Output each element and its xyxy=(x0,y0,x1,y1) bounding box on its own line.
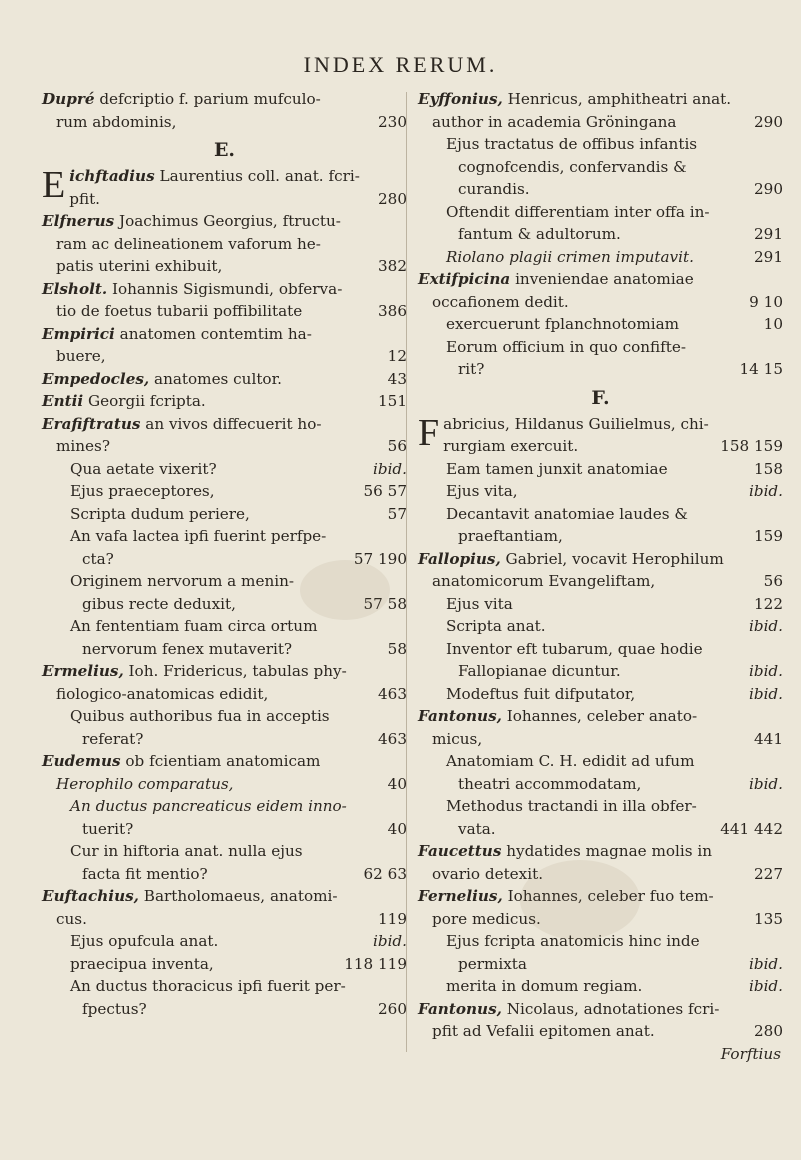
entry-text: Nicolaus, adnotationes fcri- xyxy=(501,999,720,1018)
entry-text: defcriptio f. parium mufculo- xyxy=(94,90,321,108)
entry-text: anatomen contemtim ha- xyxy=(114,324,312,343)
page-ref: 158 159 xyxy=(720,437,783,455)
entry-text: exercuerunt fplanchnotomiam xyxy=(446,315,680,333)
entry-text: An ductus thoracicus ipfi fuerit per- xyxy=(70,977,346,995)
page-ref: 40 xyxy=(387,774,407,793)
entry-text: Decantavit anatomiae laudes & xyxy=(446,504,688,523)
index-entry xyxy=(418,975,783,998)
entry-text: occafionem dedit. xyxy=(432,292,569,311)
entry-text: rit? xyxy=(458,360,485,378)
entry-text: patis uterini exhibuit, xyxy=(56,257,223,275)
index-entry xyxy=(42,930,407,953)
entry-text: author in academia Gröningana xyxy=(432,112,677,131)
index-entry xyxy=(42,908,407,931)
entry-text: abricius, Hildanus Guilielmus, chi- xyxy=(443,414,709,433)
index-entry xyxy=(42,750,407,773)
index-entry xyxy=(418,291,783,314)
index-entry xyxy=(418,480,783,503)
headword: Empirici xyxy=(42,324,115,343)
index-entry xyxy=(42,773,407,796)
index-entry xyxy=(418,683,783,706)
entry-text: rum abdominis, xyxy=(56,112,177,131)
index-entry xyxy=(418,638,783,661)
entry-text: Fallopianae dicuntur. xyxy=(458,662,621,680)
index-entry xyxy=(418,998,783,1021)
index-entry xyxy=(42,525,407,548)
index-entry xyxy=(42,233,407,256)
page-ref: 58 xyxy=(387,639,407,658)
index-entry xyxy=(418,458,783,481)
index-entry xyxy=(42,188,407,211)
page-ref: 227 xyxy=(754,864,783,883)
entry-text: cognofcendis, confervandis & xyxy=(458,157,687,176)
entry-text: rurgiam exercuit. xyxy=(443,437,579,455)
entry-text: Joachimus Georgius, ftructu- xyxy=(114,212,341,230)
index-entry xyxy=(42,863,407,886)
headword: Dupré xyxy=(42,90,95,108)
entry-text: Bartholomaeus, anatomi- xyxy=(138,887,338,905)
index-entry xyxy=(42,683,407,706)
entry-text: fpectus? xyxy=(82,999,147,1018)
entry-text: ram ac delineationem vaforum he- xyxy=(56,234,321,253)
page-ref: 12 xyxy=(387,347,407,365)
entry-text: Iohannes, celeber anato- xyxy=(501,707,698,725)
index-entry xyxy=(418,1020,783,1043)
page-ref: 9 10 xyxy=(749,292,783,311)
index-entry xyxy=(42,88,407,111)
index-entry xyxy=(42,998,407,1021)
index-entry xyxy=(418,750,783,773)
entry-text: Eam tamen junxit anatomiae xyxy=(446,459,668,478)
headword: Elfnerus xyxy=(42,212,115,230)
entry-text: Riolano plagii crimen imputavit. xyxy=(446,247,694,266)
page-ref: 57 58 xyxy=(363,594,407,613)
page-ref: 158 xyxy=(754,459,783,478)
entry-text: ovario detexit. xyxy=(432,864,544,883)
drop-cap: E xyxy=(42,164,66,206)
index-entry xyxy=(418,525,783,548)
entry-text: merita in domum regiam. xyxy=(446,977,643,995)
entry-text: praecipua inventa, xyxy=(70,954,214,973)
entry-text: Ejus fcripta anatomicis hinc inde xyxy=(446,932,700,950)
entry-text: Ejus vita, xyxy=(446,482,518,500)
index-entry xyxy=(42,705,407,728)
index-entry xyxy=(42,480,407,503)
index-entry xyxy=(418,840,783,863)
entry-text: theatri accommodatam, xyxy=(458,774,642,793)
entry-text: fiologico-anatomicas edidit, xyxy=(56,684,269,703)
entry-text: Methodus tractandi in illa obfer- xyxy=(446,797,697,815)
section-letter: E. xyxy=(213,139,236,161)
drop-cap: F xyxy=(418,411,440,454)
page-ref: 56 xyxy=(387,437,407,455)
index-entry xyxy=(42,975,407,998)
index-entry xyxy=(418,246,783,269)
page-ref: 56 57 xyxy=(363,482,407,500)
entry-text: inveniendae anatomiae xyxy=(510,270,694,288)
index-entry xyxy=(42,323,407,346)
index-entry xyxy=(418,201,783,224)
entry-text: fantum & adultorum. xyxy=(458,225,621,243)
headword: Extifpicina xyxy=(418,270,511,288)
entry-text: An fententiam fuam circa ortum xyxy=(70,617,318,635)
page-ref: 151 xyxy=(378,392,407,410)
index-entry xyxy=(418,503,783,526)
headword: Erafiftratus xyxy=(42,414,141,433)
entry-text: Gabriel, vocavit Herophilum xyxy=(500,549,724,568)
page-ref: 56 xyxy=(763,572,783,590)
index-entry xyxy=(42,413,407,436)
entry-text: vata. xyxy=(458,819,496,838)
page-ref: 291 xyxy=(754,247,783,266)
page-ref: 10 xyxy=(763,315,783,333)
page-ref: 290 xyxy=(754,180,783,198)
index-entry xyxy=(42,255,407,278)
headword: Faucettus xyxy=(418,842,502,860)
headword: Elsholt. xyxy=(42,279,108,298)
index-entry xyxy=(418,570,783,593)
entry-text: Ejus opufcula anat. xyxy=(70,932,219,950)
index-entry xyxy=(418,953,783,976)
index-entry xyxy=(418,615,783,638)
entry-text: Ejus tractatus de offibus infantis xyxy=(446,135,698,153)
headword: Euftachius, xyxy=(42,887,139,905)
entry-text: pfit ad Vefalii epitomen anat. xyxy=(432,1022,655,1040)
entry-text: mines? xyxy=(56,437,110,455)
entry-text: Henricus, amphitheatri anat. xyxy=(502,90,732,108)
entry-text: Herophilo comparatus, xyxy=(56,774,234,793)
page-header: INDEX RERUM. xyxy=(303,52,498,77)
entry-text: An vafa lactea ipfi fuerint perfpe- xyxy=(70,527,327,545)
page-ref: 386 xyxy=(378,302,407,320)
entry-text: tuerit? xyxy=(82,819,134,838)
entry-text: pore medicus. xyxy=(432,909,541,928)
entry-text: anatomes cultor. xyxy=(149,369,282,388)
entry-text: ob fcientiam anatomicam xyxy=(120,752,321,770)
page-ref: 62 63 xyxy=(363,864,407,883)
index-entry xyxy=(418,548,783,571)
index-entry xyxy=(418,795,783,818)
entry-text: praeftantiam, xyxy=(458,527,563,545)
entry-text: Laurentius coll. anat. fcri- xyxy=(154,167,360,185)
headword: Eudemus xyxy=(42,752,121,770)
entry-text: buere, xyxy=(56,347,106,365)
index-entry xyxy=(418,593,783,616)
index-entry xyxy=(42,278,407,301)
page-ref: 40 xyxy=(387,819,407,838)
page-ref: 119 xyxy=(378,909,407,928)
page-ref: 57 xyxy=(387,504,407,523)
index-entry xyxy=(418,178,783,201)
entry-text: Originem nervorum a menin- xyxy=(70,572,294,590)
entry-text: gibus recte deduxit, xyxy=(82,594,236,613)
entry-text: facta fit mentio? xyxy=(82,864,208,883)
page-ref: 57 190 xyxy=(353,549,407,568)
entry-text: An ductus pancreaticus eidem inno- xyxy=(70,797,347,815)
page-ref: 280 xyxy=(754,1022,783,1040)
entry-text: permixta xyxy=(458,954,527,973)
page-ref: 159 xyxy=(754,527,783,545)
page-ref: 441 xyxy=(754,729,783,748)
index-entry xyxy=(418,660,783,683)
page-ref: ibid. xyxy=(749,684,783,703)
index-entry xyxy=(42,345,407,368)
entry-text: tio de foetus tubarii poffibilitate xyxy=(56,302,303,320)
headword: Fernelius, xyxy=(418,887,503,905)
page-ref: 135 xyxy=(754,909,783,928)
page-ref: 280 xyxy=(378,189,407,208)
entry-text: Ioh. Fridericus, tabulas phy- xyxy=(123,662,347,680)
entry-text: Oftendit differentiam inter offa in- xyxy=(446,202,710,221)
page-ref: 43 xyxy=(387,369,407,388)
entry-text: Cur in hiftoria anat. nulla ejus xyxy=(70,842,303,860)
index-entry xyxy=(42,728,407,751)
index-entry xyxy=(42,210,407,233)
entry-text: pfit. xyxy=(69,189,101,208)
catchword: Forftius xyxy=(720,1044,781,1063)
page-ref: ibid. xyxy=(749,482,783,500)
entry-text: anatomicorum Evangeliftam, xyxy=(432,572,656,590)
entry-text: Modeftus fuit difputator, xyxy=(446,684,636,703)
index-entry xyxy=(42,368,407,391)
page-ref: 441 442 xyxy=(720,819,783,838)
headword: ichftadius xyxy=(69,167,155,185)
page-ref: 260 xyxy=(378,999,407,1018)
page-ref: 290 xyxy=(754,112,783,131)
entry-text: micus, xyxy=(432,729,483,748)
page-ref: ibid. xyxy=(373,459,407,478)
page-ref: ibid. xyxy=(749,774,783,793)
page-ref: 230 xyxy=(378,112,407,131)
section-letter: F. xyxy=(591,386,610,409)
index-entry xyxy=(418,705,783,728)
entry-text: Ejus praeceptores, xyxy=(70,482,215,500)
index-entry xyxy=(42,111,407,134)
page-ref: 118 119 xyxy=(344,954,407,973)
page-ref: 382 xyxy=(378,257,407,275)
index-entry xyxy=(418,728,783,751)
entry-text: Iohannis Sigismundi, obferva- xyxy=(107,279,343,298)
entry-text: referat? xyxy=(82,729,144,748)
page-ref: 291 xyxy=(754,225,783,243)
headword: Entii xyxy=(42,392,84,410)
entry-text: Anatomiam C. H. edidit ad ufum xyxy=(446,752,695,770)
headword: Fallopius, xyxy=(418,549,501,568)
entry-text: cus. xyxy=(56,909,87,928)
entry-text: Scripta anat. xyxy=(446,617,546,635)
entry-text: an vivos diffecuerit ho- xyxy=(140,414,322,433)
page-ref: ibid. xyxy=(749,662,783,680)
index-entry xyxy=(418,156,783,179)
index-entry xyxy=(418,358,783,381)
headword: Empedocles, xyxy=(42,369,150,388)
index-entry xyxy=(42,840,407,863)
index-entry xyxy=(42,953,407,976)
entry-text: nervorum fenex mutaverit? xyxy=(82,639,293,658)
entry-text: Georgii fcripta. xyxy=(83,392,206,410)
index-entry xyxy=(418,313,783,336)
index-entry xyxy=(418,88,783,111)
index-entry xyxy=(418,435,783,458)
page-ref: 463 xyxy=(378,684,407,703)
index-entry xyxy=(42,795,407,818)
index-entry xyxy=(42,818,407,841)
entry-text: Ejus vita xyxy=(446,594,513,613)
index-entry xyxy=(418,133,783,156)
index-entry xyxy=(418,111,783,134)
entry-text: hydatides magnae molis in xyxy=(501,842,712,860)
headword: Fantonus, xyxy=(418,707,502,725)
entry-text: Quibus authoribus fua in acceptis xyxy=(70,707,330,725)
page-ref: 14 15 xyxy=(739,360,783,378)
page-ref: ibid. xyxy=(749,977,783,995)
entry-text: cta? xyxy=(82,549,114,568)
entry-text: curandis. xyxy=(458,180,530,198)
index-entry xyxy=(42,300,407,323)
index-entry xyxy=(418,223,783,246)
page-ref: ibid. xyxy=(749,617,783,635)
index-entry xyxy=(42,660,407,683)
entry-text: Inventor eft tubarum, quae hodie xyxy=(446,639,703,658)
entry-text: Eorum officium in quo confifte- xyxy=(446,337,687,356)
page-ref: 463 xyxy=(378,729,407,748)
index-entry xyxy=(42,458,407,481)
page-ref: ibid. xyxy=(749,954,783,973)
index-entry xyxy=(42,435,407,458)
headword: Ermelius, xyxy=(42,662,124,680)
index-entry xyxy=(418,268,783,291)
headword: Fantonus, xyxy=(418,999,502,1018)
index-entry xyxy=(418,818,783,841)
index-entry xyxy=(42,885,407,908)
entry-text: Qua aetate vixerit? xyxy=(70,459,217,478)
index-entry xyxy=(42,638,407,661)
page-ref: 122 xyxy=(754,594,783,613)
entry-text: Iohannes, celeber fuo tem- xyxy=(502,887,714,905)
index-entry xyxy=(42,390,407,413)
page-ref: ibid. xyxy=(373,932,407,950)
left-column xyxy=(42,88,407,1020)
headword: Eyffonius, xyxy=(418,90,503,108)
index-entry xyxy=(418,773,783,796)
entry-text: Scripta dudum periere, xyxy=(70,504,250,523)
index-entry xyxy=(42,503,407,526)
index-entry xyxy=(418,336,783,359)
